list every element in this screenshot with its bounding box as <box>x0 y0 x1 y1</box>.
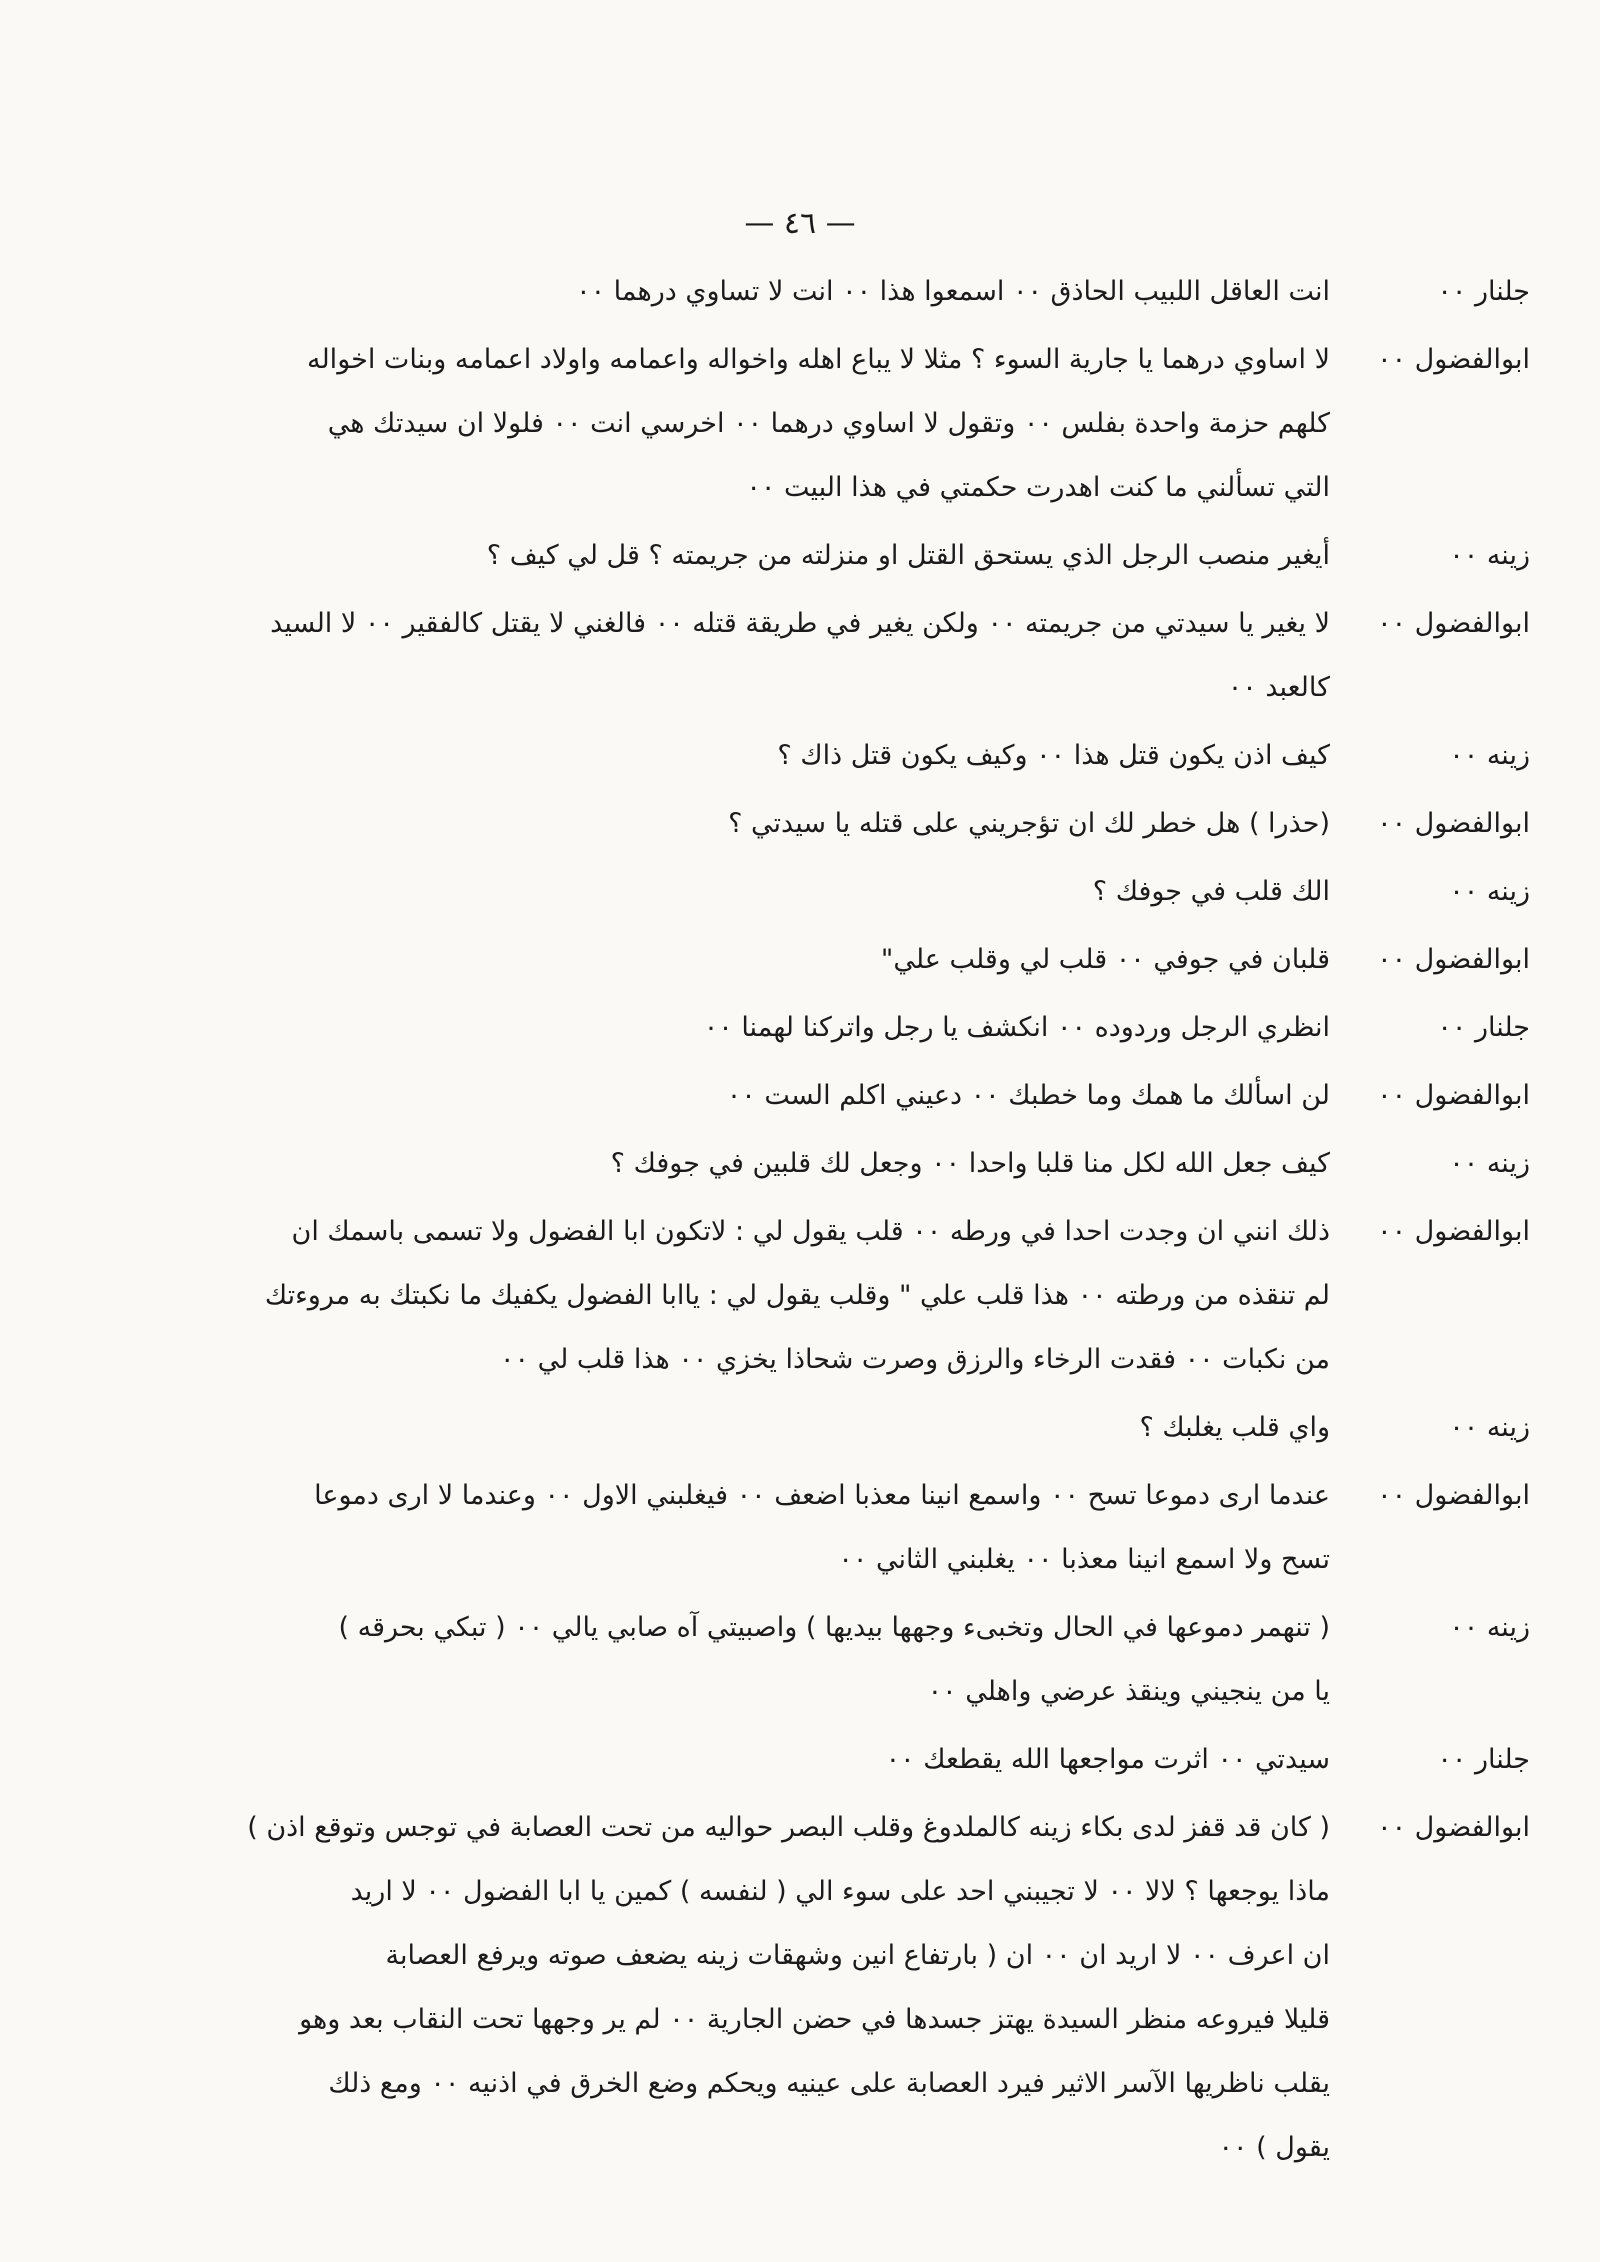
speech-line: واي قلب يغلبك ؟ <box>1139 1412 1330 1443</box>
speech-text <box>70 1728 1330 1792</box>
speech-text <box>70 524 1330 588</box>
speaker-name: ابوالفضول ٠٠ <box>1377 1216 1530 1247</box>
speaker-name: جلنار ٠٠ <box>1437 276 1530 307</box>
speech-line: لن اسألك ما همك وما خطبك ٠٠ دعيني اكلم الست ٠٠ <box>726 1080 1330 1111</box>
speech-line: انظري الرجل وردوده ٠٠ انكشف يا رجل واتركنا لهمنا ٠٠ <box>703 1012 1330 1043</box>
page-number: — ٤٦ — <box>744 206 856 241</box>
speech-line: عندما ارى دموعا تسح ٠٠ واسمع انينا معذبا اضعف ٠٠ فيغلبني الاول ٠٠ وعندما لا ارى دموعا <box>314 1480 1330 1511</box>
speaker-name: زينه ٠٠ <box>1449 1612 1530 1643</box>
speaker-name: ابوالفضول ٠٠ <box>1377 344 1530 375</box>
speech-text <box>70 1200 1330 1392</box>
dialogue-entry <box>70 724 1530 788</box>
speech-text <box>70 792 1330 856</box>
dialogue-entry <box>70 928 1530 992</box>
dialogue-entry <box>70 1728 1530 1792</box>
speaker-name: ابوالفضول ٠٠ <box>1377 1480 1530 1511</box>
speech-line: كلهم حزمة واحدة بفلس ٠٠ وتقول لا اساوي درهما ٠٠ اخرسي انت ٠٠ فلولا ان سيدتك هي <box>327 408 1330 439</box>
dialogue-entry <box>70 260 1530 324</box>
speech-text <box>70 260 1330 324</box>
speech-line: سيدتي ٠٠ اثرت مواجعها الله يقطعك ٠٠ <box>885 1744 1330 1775</box>
speaker-name: زينه ٠٠ <box>1449 540 1530 571</box>
speaker-name: زينه ٠٠ <box>1449 740 1530 771</box>
dialogue-entry <box>70 592 1530 720</box>
speech-line: ( كان قد قفز لدى بكاء زينه كالملدوغ وقلب البصر حواليه من تحت العصابة في توجس وتوقع اذن ) <box>247 1812 1330 1843</box>
speech-line: تسح ولا اسمع انينا معذبا ٠٠ يغلبني الثاني ٠٠ <box>838 1544 1330 1575</box>
speech-line: لا يغير يا سيدتي من جريمته ٠٠ ولكن يغير في طريقة قتله ٠٠ فالغني لا يقتل كالفقير ٠٠ لا السيد <box>270 608 1330 639</box>
speech-text <box>70 860 1330 924</box>
speech-text <box>70 328 1330 520</box>
dialogue-entry <box>70 1132 1530 1196</box>
speaker-name: جلنار ٠٠ <box>1437 1012 1530 1043</box>
dialogue-entry <box>70 1796 1530 2180</box>
speaker-name: ابوالفضول ٠٠ <box>1377 1080 1530 1111</box>
speech-line: يقول ) ٠٠ <box>1218 2132 1330 2163</box>
speech-line: كيف اذن يكون قتل هذا ٠٠ وكيف يكون قتل ذاك ؟ <box>777 740 1330 771</box>
speech-line: ذلك انني ان وجدت احدا في ورطه ٠٠ قلب يقول لي : لاتكون ابا الفضول ولا تسمى باسمك ان <box>291 1216 1330 1247</box>
speech-line: كالعبد ٠٠ <box>1227 672 1330 703</box>
dialogue-entry <box>70 328 1530 520</box>
dialogue-entry <box>70 1464 1530 1592</box>
speech-line: لا اساوي درهما يا جارية السوء ؟ مثلا لا يباع اهله واخواله واعمامه واولاد اعمامه وبنات اخواله <box>306 344 1330 375</box>
speech-line: (حذرا ) هل خطر لك ان تؤجريني على قتله يا سيدتي ؟ <box>728 808 1330 839</box>
speech-text <box>70 1396 1330 1460</box>
dialogue-entry <box>70 1396 1530 1460</box>
speech-line: الك قلب في جوفك ؟ <box>1092 876 1330 907</box>
speech-line: ماذا يوجعها ؟ لالا ٠٠ لا تجيبني احد على سوء الي ( لنفسه ) كمين يا ابا الفضول ٠٠ لا اريد <box>350 1876 1330 1907</box>
speech-line: أيغير منصب الرجل الذي يستحق القتل او منزلته من جريمته ؟ قل لي كيف ؟ <box>486 540 1330 571</box>
speech-text <box>70 1596 1330 1724</box>
speech-line: كيف جعل الله لكل منا قلبا واحدا ٠٠ وجعل لك قلبين في جوفك ؟ <box>610 1148 1330 1179</box>
dialogue-entry <box>70 1064 1530 1128</box>
speaker-name: ابوالفضول ٠٠ <box>1377 1812 1530 1843</box>
speech-line: يقلب ناظريها الآسر الاثير فيرد العصابة على عينيه ويحكم وضع الخرق في اذنيه ٠٠ ومع ذلك <box>328 2068 1330 2099</box>
speech-line: من نكبات ٠٠ فقدت الرخاء والرزق وصرت شحاذا يخزي ٠٠ هذا قلب لي ٠٠ <box>500 1344 1330 1375</box>
dialogue-entry <box>70 860 1530 924</box>
speaker-name: زينه ٠٠ <box>1449 1412 1530 1443</box>
speech-line: يا من ينجيني وينقذ عرضي واهلي ٠٠ <box>927 1676 1330 1707</box>
speech-line: التي تسألني ما كنت اهدرت حكمتي في هذا البيت ٠٠ <box>746 472 1330 503</box>
speech-text <box>70 1064 1330 1128</box>
speech-text <box>70 1796 1330 2180</box>
dialogue-entry <box>70 524 1530 588</box>
speaker-name: زينه ٠٠ <box>1449 876 1530 907</box>
speaker-name: ابوالفضول ٠٠ <box>1377 944 1530 975</box>
dialogue-entry <box>70 996 1530 1060</box>
dialogue-entry <box>70 792 1530 856</box>
speech-text <box>70 724 1330 788</box>
speech-line: قليلا فيروعه منظر السيدة يهتز جسدها في حضن الجارية ٠٠ لم ير وجهها تحت النقاب بعد وهو <box>299 2004 1330 2035</box>
play-script <box>70 260 1530 2184</box>
speaker-name: زينه ٠٠ <box>1449 1148 1530 1179</box>
speech-line: لم تنقذه من ورطته ٠٠ هذا قلب علي " وقلب يقول لي : ياابا الفضول يكفيك ما نكبتك به مروءتك <box>264 1280 1330 1311</box>
speech-text <box>70 592 1330 720</box>
speech-text <box>70 996 1330 1060</box>
speech-line: ( تنهمر دموعها في الحال وتخبىء وجهها بيديها ) واصبيتي آه صابي يالي ٠٠ ( تبكي بحرقه ) <box>338 1612 1330 1643</box>
speech-line: قلبان في جوفي ٠٠ قلب لي وقلب علي" <box>880 944 1330 975</box>
speech-text <box>70 928 1330 992</box>
speech-line: ان اعرف ٠٠ لا اريد ان ٠٠ ان ( بارتفاع انين وشهقات زينه يضعف صوته ويرفع العصابة <box>385 1940 1330 1971</box>
dialogue-entry <box>70 1596 1530 1724</box>
speaker-name: ابوالفضول ٠٠ <box>1377 608 1530 639</box>
speech-text <box>70 1464 1330 1592</box>
speech-line: انت العاقل اللبيب الحاذق ٠٠ اسمعوا هذا ٠٠ انت لا تساوي درهما ٠٠ <box>576 276 1330 307</box>
speaker-name: جلنار ٠٠ <box>1437 1744 1530 1775</box>
speech-text <box>70 1132 1330 1196</box>
speaker-name: ابوالفضول ٠٠ <box>1377 808 1530 839</box>
dialogue-entry <box>70 1200 1530 1392</box>
